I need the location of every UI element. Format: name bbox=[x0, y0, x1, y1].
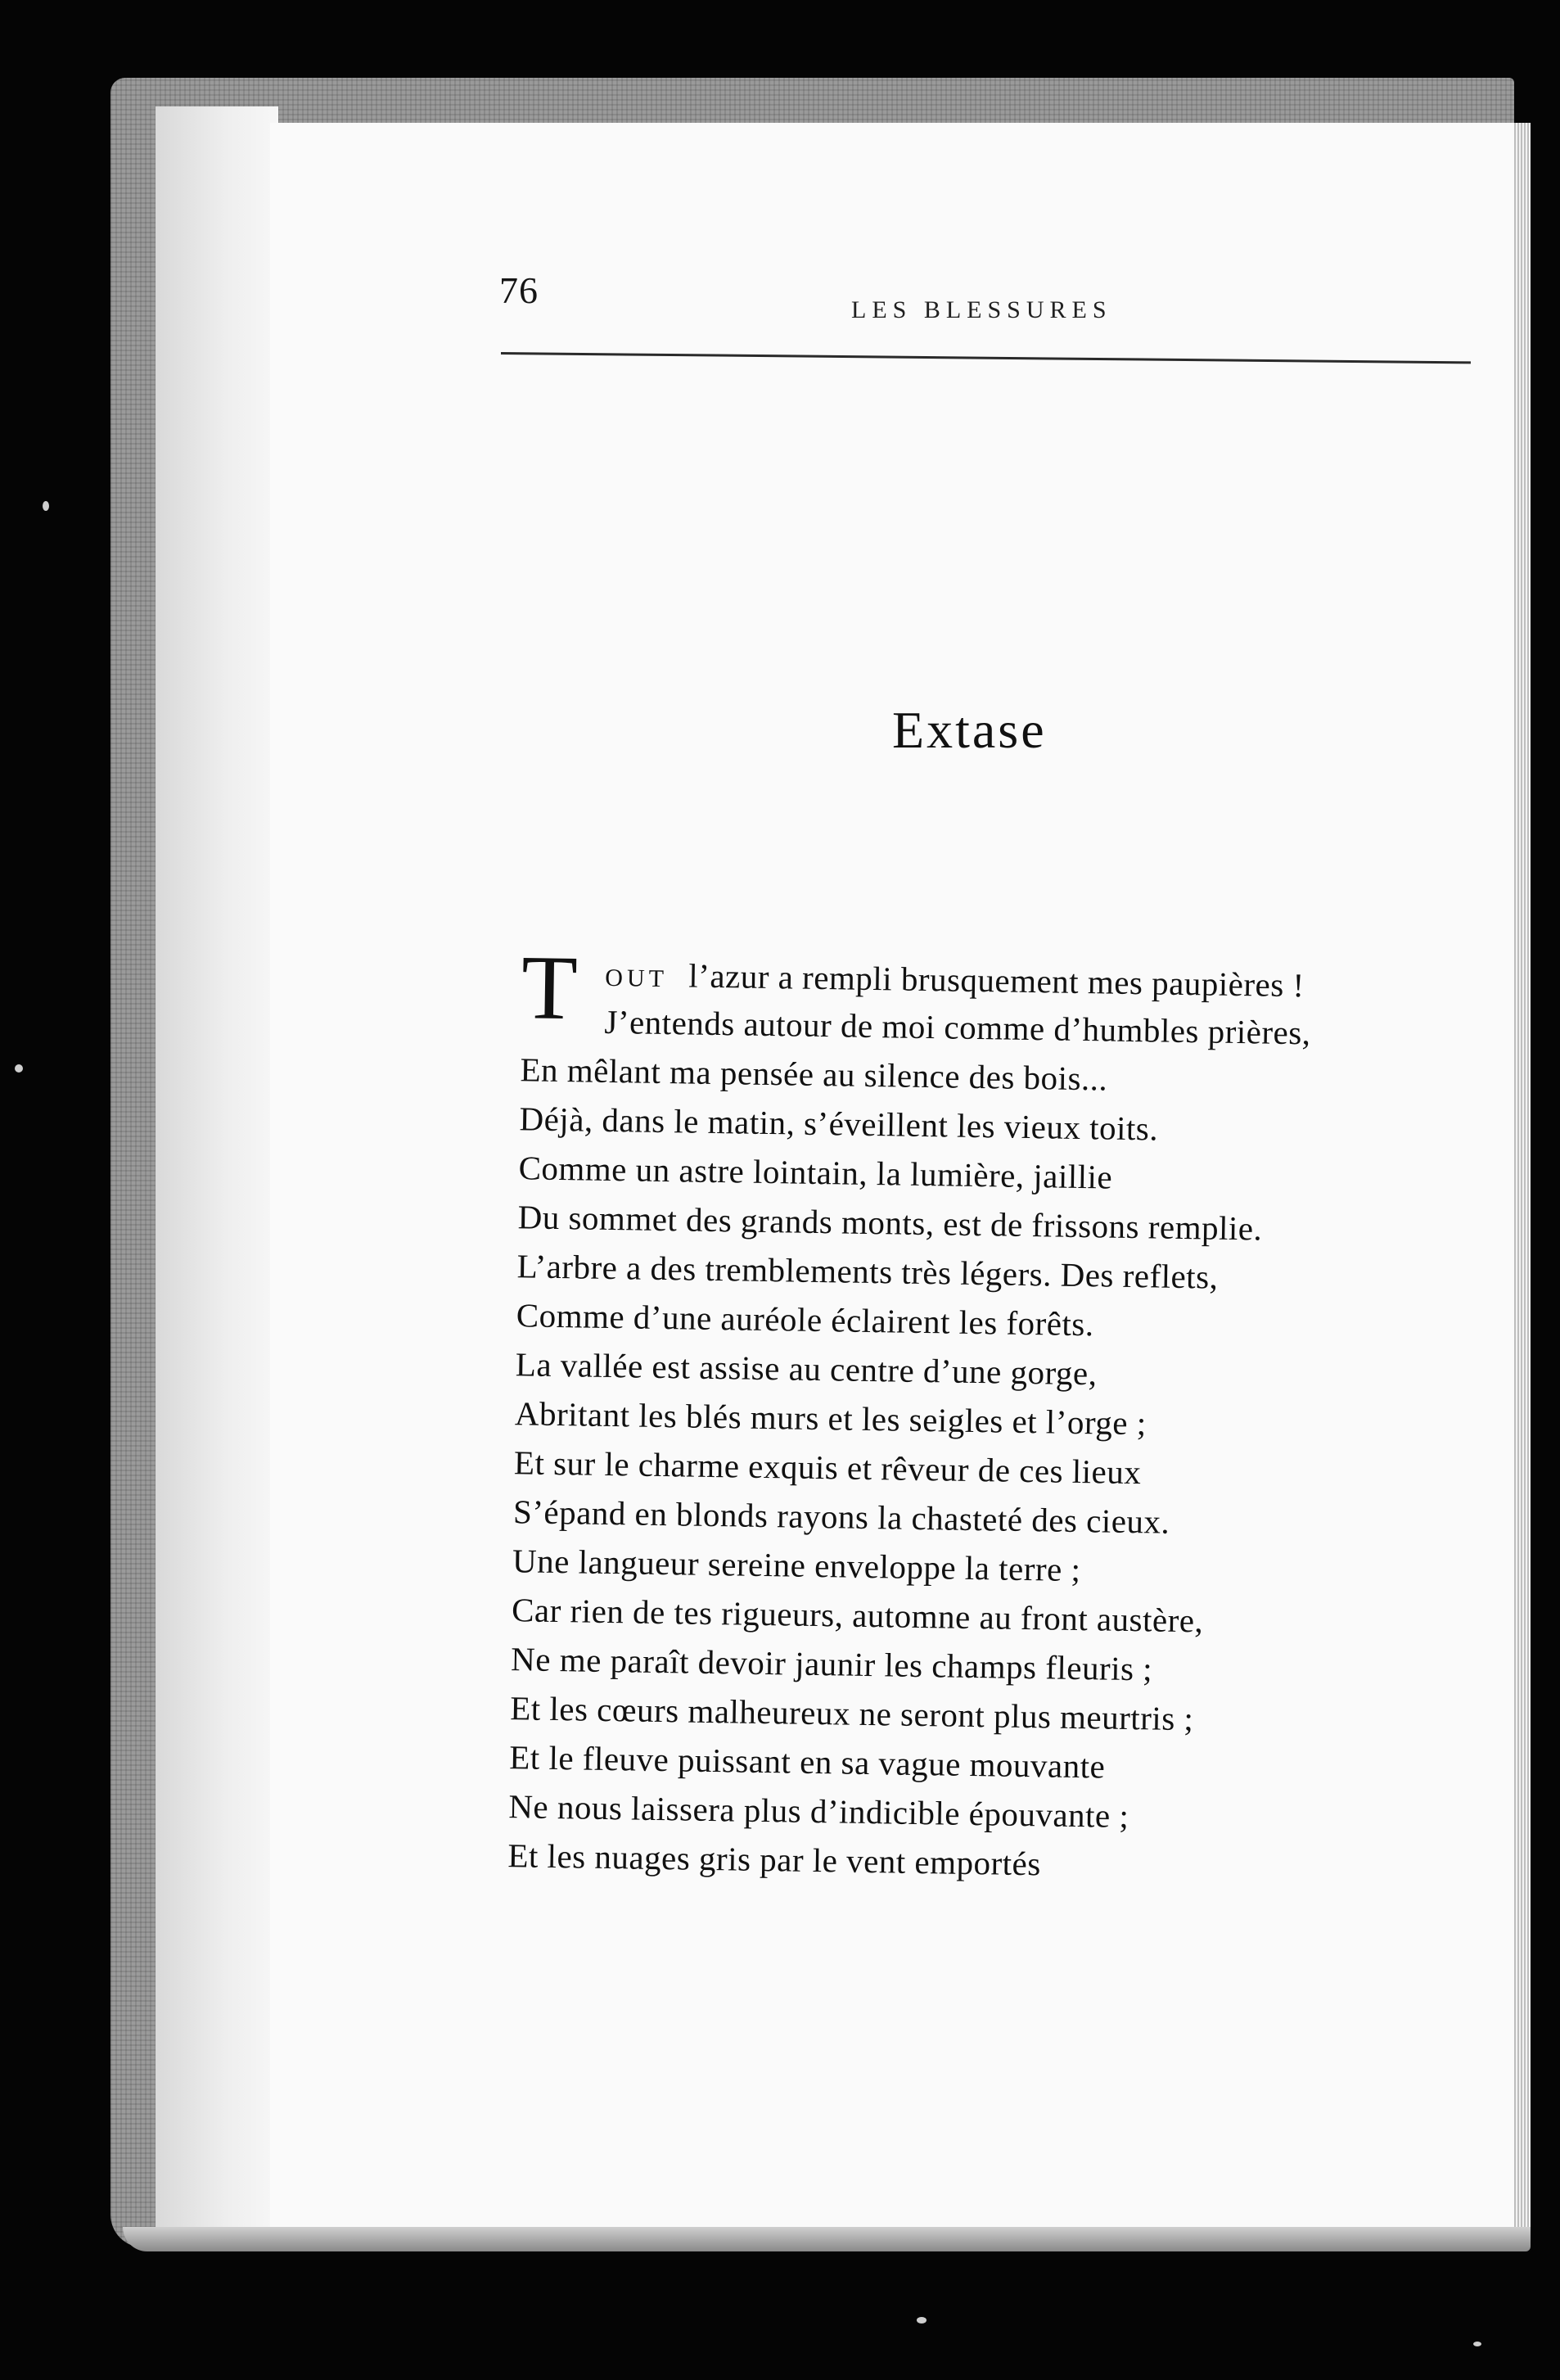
poem-line: Comme d’une auréole éclairent les forêts. bbox=[516, 1296, 1094, 1344]
first-word-small-caps: OUT bbox=[605, 964, 669, 993]
poem-line: J’entends autour de moi comme d’humbles prières, bbox=[604, 1002, 1311, 1052]
poem-line: Ne nous laissera plus d’indicible épouvante ; bbox=[508, 1787, 1129, 1836]
poem-line: Abritant les blés murs et les seigles et l’orge ; bbox=[514, 1394, 1147, 1443]
dust-speck bbox=[917, 2317, 927, 2324]
running-head: LES BLESSURES bbox=[851, 296, 1112, 323]
poem-line: Car rien de tes rigueurs, automne au front austère, bbox=[511, 1591, 1204, 1640]
poem-line: Comme un astre lointain, la lumière, jaillie bbox=[518, 1149, 1113, 1196]
poem-line: Et les nuages gris par le vent emportés bbox=[507, 1836, 1042, 1883]
book-bottom-edge bbox=[123, 2227, 1531, 2251]
page-gutter-shadow bbox=[156, 106, 278, 2243]
poem-body bbox=[492, 937, 1472, 1922]
poem-line: Ne me paraît devoir jaunir les champs fleuris ; bbox=[510, 1640, 1153, 1688]
poem-title: Extase bbox=[892, 701, 1047, 759]
dust-speck bbox=[15, 1064, 23, 1073]
poem-line: Une langueur sereine enveloppe la terre ; bbox=[512, 1542, 1081, 1589]
poem-line: Et les cœurs malheureux ne seront plus meurtris ; bbox=[509, 1689, 1194, 1738]
poem-line: Et le fleuve puissant en sa vague mouvante bbox=[508, 1738, 1106, 1786]
poem-line: Et sur le charme exquis et rêveur de ces lieux bbox=[513, 1443, 1142, 1492]
poem-line: S’épand en blonds rayons la chasteté des cieux. bbox=[512, 1493, 1170, 1541]
poem-line: Du sommet des grands monts, est de frissons remplie. bbox=[517, 1198, 1263, 1248]
poem-line: En mêlant ma pensée au silence des bois... bbox=[520, 1050, 1108, 1098]
book-page-edges bbox=[1514, 123, 1531, 2235]
poem-line: L’arbre a des tremblements très légers. Des reflets, bbox=[516, 1247, 1219, 1296]
poem-line: La vallée est assise au centre d’une gorge, bbox=[515, 1345, 1098, 1393]
poem-line-1: l’azur a rempli brusquement mes paupières ! bbox=[688, 956, 1305, 1005]
poem-line: Déjà, dans le matin, s’éveillent les vieux toits. bbox=[519, 1100, 1159, 1148]
dust-speck bbox=[1473, 2342, 1481, 2346]
page-number: 76 bbox=[499, 269, 539, 311]
dust-speck bbox=[43, 501, 49, 511]
drop-cap: T bbox=[521, 937, 579, 1040]
